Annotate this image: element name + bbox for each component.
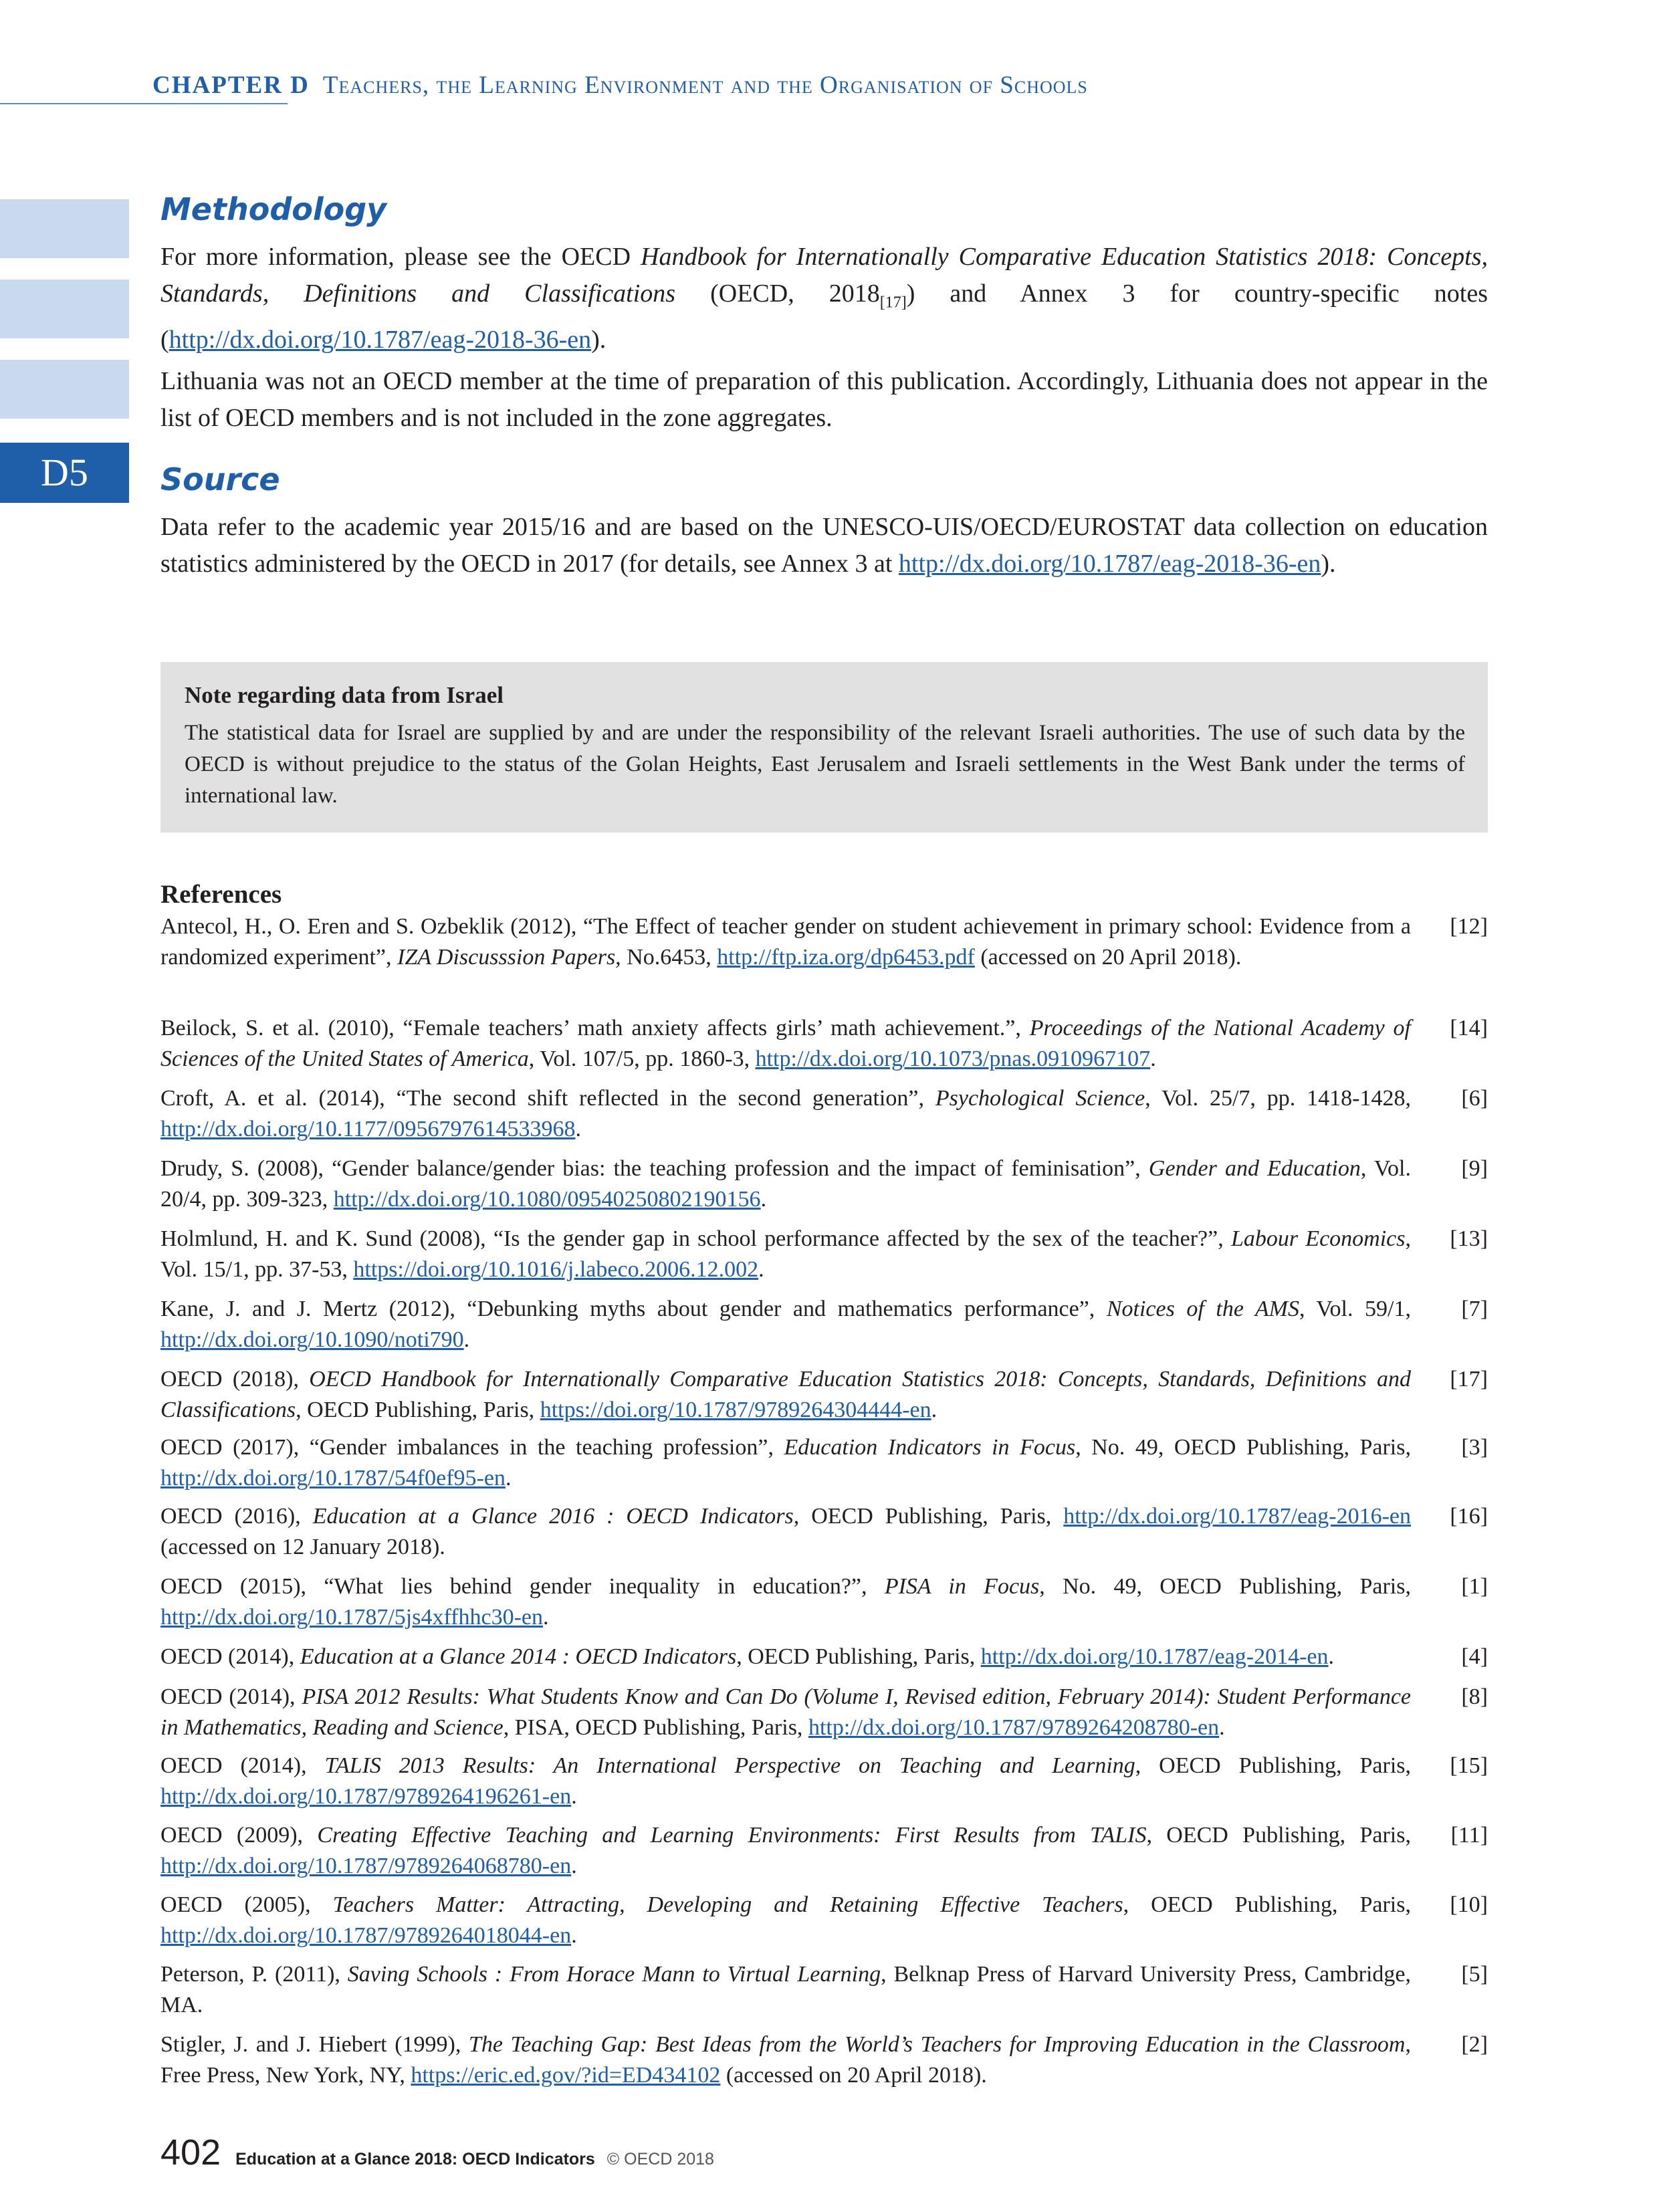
reference-link[interactable]: http://ftp.iza.org/dp6453.pdf	[717, 945, 975, 970]
reference-number: [6]	[1461, 1086, 1488, 1111]
source-link[interactable]: http://dx.doi.org/10.1787/eag-2018-36-en	[898, 550, 1321, 578]
reference-text: OECD (2014), Education at a Glance 2014 : OECD Indicators, OECD Publishing, Paris, http://dx.doi.org/10.1787/eag-2014-en.	[160, 1644, 1334, 1669]
reference-item	[160, 1642, 1488, 1672]
reference-item	[160, 1959, 1488, 2021]
side-tab-block	[0, 360, 129, 419]
methodology-link[interactable]: http://dx.doi.org/10.1787/eag-2018-36-en	[169, 325, 592, 354]
chapter-title: Teachers, the Learning Environment and the Organisation of Schools	[322, 72, 1088, 99]
reference-number: [3]	[1461, 1435, 1488, 1460]
source-heading: Source	[160, 461, 280, 497]
reference-link[interactable]: http://dx.doi.org/10.1787/5js4xffhhc30-en	[160, 1605, 543, 1630]
reference-link[interactable]: http://dx.doi.org/10.1080/09540250802190156	[333, 1187, 761, 1212]
reference-link[interactable]: http://dx.doi.org/10.1787/eag-2014-en	[980, 1644, 1329, 1669]
side-tab-d5: D5	[0, 443, 129, 503]
reference-link[interactable]: http://dx.doi.org/10.1787/9789264196261-en	[160, 1784, 572, 1809]
methodology-paragraph-1: For more information, please see the OECD Handbook for Internationally Comparative Education Statistics 2018: Concepts, Standards, Definitions and Classifications (OECD, $2018_{[17]}$) and Annex 3 for country-specific notes (http://dx.doi.org/10.1787/eag-2018-36-en).	[160, 243, 1488, 354]
reference-item	[160, 1890, 1488, 1951]
reference-text: Antecol, H., O. Eren and S. Ozbeklik (2012), “The Effect of teacher gender on student achievement in primary school: Evidence from a randomized experiment”, IZA Discusssion Papers, No.6453, http://ftp.iza.org/dp6453.pdf (accessed on 20 April 2018).	[160, 914, 1411, 970]
reference-number: [17]	[1450, 1367, 1488, 1392]
reference-number: [11]	[1450, 1823, 1488, 1848]
reference-number: [12]	[1450, 914, 1488, 939]
reference-text: Stigler, J. and J. Hiebert (1999), The Teaching Gap: Best Ideas from the World’s Teachers for Improving Education in the Classroom, Free Press, New York, NY, https://eric.ed.gov/?id=ED434102 (accessed on 20 April 2018).	[160, 2032, 1411, 2088]
page-footer	[160, 2132, 714, 2173]
reference-text: OECD (2016), Education at a Glance 2016 : OECD Indicators, OECD Publishing, Paris, http://dx.doi.org/10.1787/eag-2016-en (accessed on 12 January 2018).	[160, 1504, 1411, 1559]
reference-link[interactable]: http://dx.doi.org/10.1787/54f0ef95-en	[160, 1466, 506, 1490]
reference-link[interactable]: http://dx.doi.org/10.1177/0956797614533968	[160, 1117, 576, 1141]
reference-item	[160, 911, 1488, 973]
reference-number: [2]	[1461, 2032, 1488, 2057]
reference-link[interactable]: http://dx.doi.org/10.1787/9789264208780-en	[808, 1715, 1220, 1740]
reference-item	[160, 1153, 1488, 1215]
source-paragraph: Data refer to the academic year 2015/16 and are based on the UNESCO-UIS/OECD/EUROSTAT data collection on education statistics administered by the OECD in 2017 (for details, see Annex 3 at http://dx.doi.org/10.1787/eag-2018-36-en).	[160, 513, 1488, 578]
reference-item	[160, 1571, 1488, 1633]
reference-number: [16]	[1450, 1504, 1488, 1529]
reference-link[interactable]: http://dx.doi.org/10.1090/noti790	[160, 1327, 464, 1352]
reference-number: [10]	[1450, 1892, 1488, 1917]
reference-item	[160, 1294, 1488, 1355]
reference-text: OECD (2009), Creating Effective Teaching and Learning Environments: First Results from TALIS, OECD Publishing, Paris, http://dx.doi.org/10.1787/9789264068780-en.	[160, 1823, 1411, 1878]
reference-item	[160, 1432, 1488, 1494]
reference-text: Beilock, S. et al. (2010), “Female teachers’ math anxiety affects girls’ math achievement.”, Proceedings of the National Academy of Sciences of the United States of America, Vol. 107/5, pp. 1860-3, http://dx.doi.org/10.1073/pnas.0910967107.	[160, 1016, 1411, 1071]
reference-text: Croft, A. et al. (2014), “The second shift reflected in the second generation”, Psychological Science, Vol. 25/7, pp. 1418-1428, http://dx.doi.org/10.1177/0956797614533968.	[160, 1086, 1412, 1141]
reference-text: OECD (2015), “What lies behind gender inequality in education?”, PISA in Focus, No. 49, OECD Publishing, Paris, http://dx.doi.org/10.1787/5js4xffhhc30-en.	[160, 1574, 1411, 1630]
reference-item	[160, 1501, 1488, 1563]
copyright: © OECD 2018	[606, 2150, 714, 2169]
note-title: Note regarding data from Israel	[185, 682, 504, 708]
reference-item	[160, 1013, 1488, 1075]
reference-text: OECD (2017), “Gender imbalances in the teaching profession”, Education Indicators in Focus, No. 49, OECD Publishing, Paris, http://dx.doi.org/10.1787/54f0ef95-en.	[160, 1435, 1411, 1490]
reference-number: [14]	[1450, 1016, 1488, 1040]
reference-text: Holmlund, H. and K. Sund (2008), “Is the gender gap in school performance affected by the sex of the teacher?”, Labour Economics, Vol. 15/1, pp. 37-53, https://doi.org/10.1016/j.labeco.2006.12.002.	[160, 1226, 1411, 1282]
reference-link[interactable]: http://dx.doi.org/10.1787/9789264018044-en	[160, 1923, 572, 1948]
side-tab-block	[0, 280, 129, 338]
reference-text: OECD (2018), OECD Handbook for Internationally Comparative Education Statistics 2018: Concepts, Standards, Definitions and Classifications, OECD Publishing, Paris, https://doi.org/10.1787/9789264304444-en.	[160, 1367, 1411, 1422]
reference-item	[160, 1682, 1488, 1743]
page-number: 402	[160, 2132, 221, 2173]
reference-item	[160, 1364, 1488, 1426]
reference-link[interactable]: https://doi.org/10.1016/j.labeco.2006.12.002	[353, 1257, 759, 1282]
reference-link[interactable]: http://dx.doi.org/10.1073/pnas.0910967107	[755, 1046, 1151, 1071]
side-tab-block	[0, 199, 129, 258]
reference-number: [8]	[1461, 1684, 1488, 1709]
reference-number: [4]	[1461, 1644, 1488, 1669]
reference-text: Drudy, S. (2008), “Gender balance/gender bias: the teaching profession and the impact of feminisation”, Gender and Education, Vol. 20/4, pp. 309-323, http://dx.doi.org/10.1080/09540250802190156.	[160, 1156, 1411, 1212]
reference-number: [9]	[1461, 1156, 1488, 1181]
header-rule	[0, 103, 288, 104]
chapter-header	[152, 71, 1088, 100]
reference-text: Peterson, P. (2011), Saving Schools : From Horace Mann to Virtual Learning, Belknap Press of Harvard University Press, Cambridge, MA.	[160, 1962, 1411, 2017]
reference-text: OECD (2014), PISA 2012 Results: What Students Know and Can Do (Volume I, Revised edition, February 2014): Student Performance in Mathematics, Reading and Science, PISA, OECD Publishing, Paris, http://dx.doi.org/10.1787/9789264208780-en.	[160, 1684, 1412, 1740]
note-text: The statistical data for Israel are supplied by and are under the responsibility of the relevant Israeli authorities. The use of such data by the OECD is without prejudice to the status of the Golan Heights, East Jerusalem and Israeli settlements in the West Bank under the terms of international law.	[185, 721, 1465, 808]
reference-number: [7]	[1461, 1297, 1488, 1321]
reference-number: [15]	[1450, 1753, 1488, 1778]
reference-item	[160, 1083, 1488, 1145]
reference-link[interactable]: https://eric.ed.gov/?id=ED434102	[411, 2063, 721, 2088]
reference-item	[160, 2029, 1488, 2091]
reference-text: OECD (2005), Teachers Matter: Attracting, Developing and Retaining Effective Teachers, OECD Publishing, Paris, http://dx.doi.org/10.1787/9789264018044-en.	[160, 1892, 1411, 1948]
publication-title: Education at a Glance 2018: OECD Indicators	[235, 2150, 595, 2169]
reference-item	[160, 1751, 1488, 1812]
references-heading: References	[160, 880, 282, 909]
reference-number: [5]	[1461, 1962, 1488, 1987]
methodology-heading: Methodology	[160, 191, 387, 227]
reference-item	[160, 1820, 1488, 1882]
reference-link[interactable]: http://dx.doi.org/10.1787/eag-2016-en	[1063, 1504, 1411, 1529]
reference-link[interactable]: https://doi.org/10.1787/9789264304444-en	[540, 1398, 931, 1422]
israel-note-box	[160, 662, 1488, 833]
methodology-paragraph-2: Lithuania was not an OECD member at the time of preparation of this publication. Accordingly, Lithuania does not appear in the list of OECD members and is not included in the zone aggregates.	[160, 367, 1488, 432]
reference-item	[160, 1224, 1488, 1285]
chapter-label: CHAPTER D	[152, 72, 310, 99]
reference-number: [1]	[1461, 1574, 1488, 1599]
reference-link[interactable]: http://dx.doi.org/10.1787/9789264068780-en	[160, 1854, 572, 1878]
reference-text: Kane, J. and J. Mertz (2012), “Debunking myths about gender and mathematics performance”, Notices of the AMS, Vol. 59/1, http://dx.doi.org/10.1090/noti790.	[160, 1297, 1411, 1352]
reference-text: OECD (2014), TALIS 2013 Results: An International Perspective on Teaching and Learning, OECD Publishing, Paris, http://dx.doi.org/10.1787/9789264196261-en.	[160, 1753, 1411, 1809]
reference-number: [13]	[1450, 1226, 1488, 1251]
